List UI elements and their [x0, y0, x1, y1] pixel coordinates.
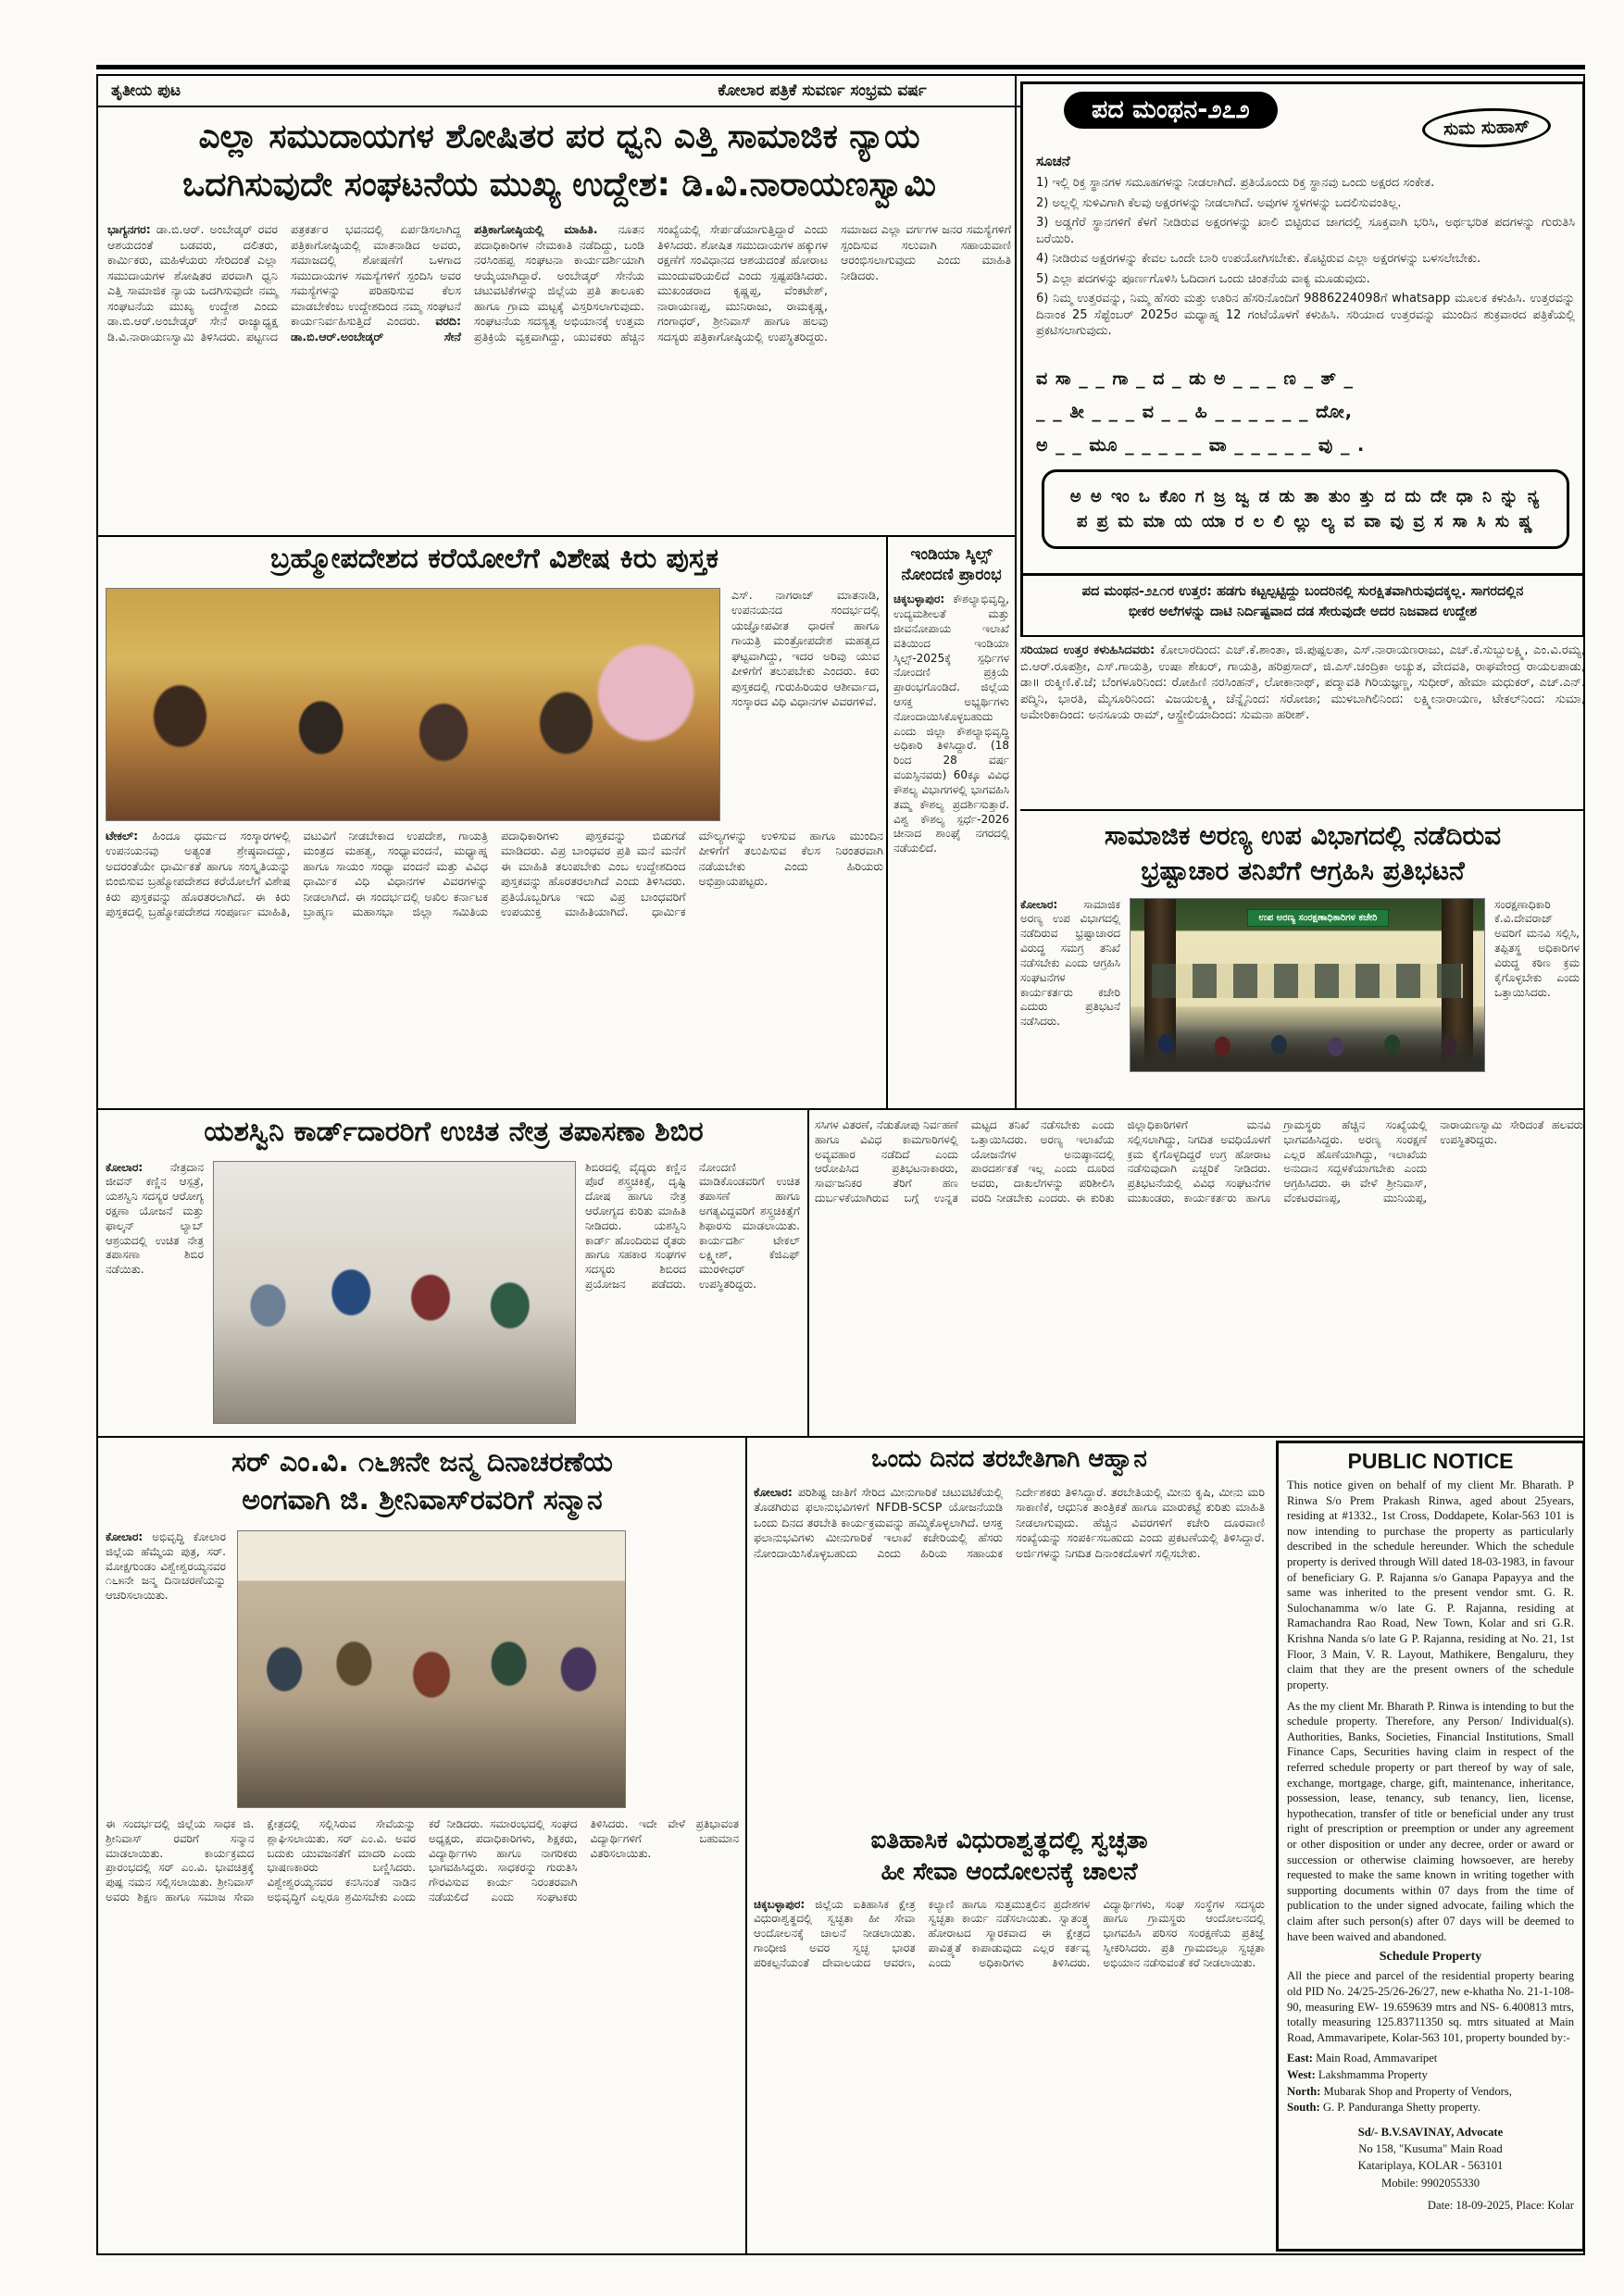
- india-skills-dateline: ಚಿಕ್ಕಬಳ್ಳಾಪುರ:: [893, 593, 954, 606]
- section-divider: [1020, 809, 1583, 811]
- training-dateline: ಕೋಲಾರ:: [754, 1484, 798, 1499]
- brahmopadesha-article: [106, 541, 883, 1106]
- previous-answer-label: ಪದ ಮಂಥನ-೨೭೧ರ ಉತ್ತರ:: [1081, 584, 1212, 599]
- public-notice-title: PUBLIC NOTICE: [1347, 1449, 1514, 1473]
- eye-camp-photo: [213, 1161, 576, 1424]
- training-article: [754, 1444, 1265, 1807]
- protesters-crowd: [1131, 1026, 1484, 1070]
- puzzle-instructions: 1) ಇಲ್ಲಿ ರಿಕ್ತ ಸ್ಥಾನಗಳ ಸಮೂಹಗಳನ್ನು ನೀಡಲಾಗಿದೆ. ಪ್ರತಿಯೊಂದು ರಿಕ್ತ ಸ್ಥಾನವು ಒಂದು ಅಕ್ಷರದ ಸಂಕೇತ. 2) ಅಲ್ಲಲ್ಲಿ ಸುಳಿವಿಗಾಗಿ ಕೆಲವು ಅಕ್ಷರಗಳನ್ನು ನೀಡಲಾಗಿದೆ. ಅವುಗಳ ಸ್ಥಳಗಳನ್ನು ಬದಲಿಸುವಂತಿಲ್ಲ. 3) ಅಡ್ಡಗೆರೆ ಸ್ಥಾನಗಳಿಗೆ ಕೆಳಗೆ ನೀಡಿರುವ ಅಕ್ಷರಗಳನ್ನು ಖಾಲಿ ಬಿಟ್ಟಿರುವ ಜಾಗದಲ್ಲಿ ಸೂಕ್ತವಾಗಿ ಭರಿಸಿ, ಅರ್ಥಭರಿತ ಪದಗಳನ್ನು ಗುರುತಿಸಿ ಬರೆಯಿರಿ. 4) ನೀಡಿರುವ ಅಕ್ಷರಗಳನ್ನು ಕೇವಲ ಒಂದೇ ಬಾರಿ ಉಪಯೋಗಿಸಬೇಕು. ಕೊಟ್ಟಿರುವ ಎಲ್ಲಾ ಅಕ್ಷರಗಳನ್ನು ಬಳಸಲೇಬೇಕು. 5) ಎಲ್ಲಾ ಪದಗಳನ್ನು ಪೂರ್ಣಗೊಳಿಸಿ ಓದಿದಾಗ ಒಂದು ಚಿಂತನೆಯ ವಾಕ್ಯ ಮೂಡುವುದು. 6) ನಿಮ್ಮ ಉತ್ತರವನ್ನು, ನಿಮ್ಮ ಹೆಸರು ಮತ್ತು ಊರಿನ ಹೆಸರಿನೊಂದಿಗೆ 9886224098ಗೆ whatsapp ಮೂಲಕ ಕಳುಹಿಸಿ. ಉತ್ತರವನ್ನು ದಿನಾಂಕ 25 ಸೆಪ್ಟೆಂಬರ್ 2025ರ ಮಧ್ಯಾಹ್ನ 12 ಗಂಟೆಯೊಳಗೆ ಕಳುಹಿಸಿ. ಸರಿಯಾದ ಉತ್ತರವನ್ನು ಮುಂದಿನ ಶುಕ್ರವಾರದ ಪತ್ರಿಕೆಯಲ್ಲಿ ಪ್ರಕಟಿಸಲಾಗುವುದು.: [1036, 176, 1575, 339]
- public-notice-para2: As the my client Mr. Bharath P. Rinwa is intending to but the schedule property. Therefore, any Person/ Individual(s). Authorities, Banks, Societies, Financial Institutions, Small Finance Caps, Securities having claim in respect of the referred schedule property or part thereof by way of sale, exchange, mortgage, charge, gift, maintenance, inheritance, possession, lease, tenancy, sub tenancy, lien, license, hypothecation, transfer of title or beneficial under any trust right of prescription or preemption or under any agreement or other disposition or under any decree, order or award or succession or otherwise claiming howsoever, are hereby requested to make the same known in writing together with supporting documents within 07 days from the time of publication to the under signed advocate, failing which the claim after such person(s) after 07 days will be deemed to have been waived and abandoned.: [1287, 1699, 1574, 1943]
- sir-mv-dateline: ಕೋಲಾರ:: [106, 1530, 153, 1543]
- section-divider: [98, 1108, 1583, 1110]
- forest-protest-dateline: ಕೋಲಾರ:: [1020, 897, 1084, 911]
- public-notice-para1: This notice given on behalf of my client Mr. Bharath. P Rinwa S/o Prem Prakash Rinwa, aged about 25years, residing at #1332., 1st Cross, Doddapete, Kolar-563 101 is now intending to purchase the property as particularly described in the schedule hereunder. Which the schedule property is derived through Will dated 18-03-1983, in favour of beneficiary G. P. Rajanna s/o Ganapa Papayya and the same was inherited to the present vendor smt. G. R. Sulochanamma w/o late G. P. Rajanna, residing at Ramachandra Rao Road, New Town, Kolar and sri G.R. Krishna Nanda s/o late G P. Rajanna, residing at No. 21, 1st Floor, 3 Main, V. R. Layout, Mathikere, Bengaluru, they claim that they are the present owners of the schedule property.: [1287, 1479, 1574, 1691]
- eye-camp-dateline: ಕೋಲಾರ:: [106, 1160, 170, 1174]
- lead-highlight: ವರದಿ: ಡಾ.ಬಿ.ಆರ್.ಅಂಬೇಡ್ಕರ್ ಸೇನೆ ಪತ್ರಿಕಾಗೋಷ್ಠಿಯಲ್ಲಿ ಮಾಹಿತಿ.: [291, 222, 618, 343]
- forest-protest-photo: [1130, 898, 1485, 1072]
- senders-label: ಸರಿಯಾದ ಉತ್ತರ ಕಳುಹಿಸಿದವರು:: [1020, 643, 1161, 657]
- puzzle-letter-bank: ಅ ಅ ಇಂ ಒ ಕೊಂ ಗ ಜ್ರ ಜ್ವ ಡ ಡು ತಾ ತುಂ ತ್ತು ದ ದು ದೇ ಧಾ ನಿ ನ್ನು ನ್ಯ ಪ ಪ್ರ ಮ ಮಾ ಯ ಯಾ ರ ಲ ಲಿ ಲ್ಲು ಲ್ಯ ವ ವಾ ವು ವ್ರ ಸ ಸಾ ಸಿ ಸು ಷ್ಣ: [1042, 469, 1569, 549]
- training-body: ಕೋಲಾರ: ಪರಿಶಿಷ್ಟ ಜಾತಿಗೆ ಸೇರಿದ ಮೀನುಗಾರಿಕೆ ಚಟುವಟಿಕೆಯಲ್ಲಿ ತೊಡಗಿರುವ ಫಲಾನುಭವಿಗಳಿಗೆ NFDB-SCSP ಯೋಜನೆಯಡಿ ಒಂದು ದಿನದ ತರಬೇತಿ ಕಾರ್ಯಕ್ರಮವನ್ನು ಹಮ್ಮಿಕೊಳ್ಳಲಾಗಿದೆ. ಆಸಕ್ತ ಫಲಾನುಭವಿಗಳು ಮೀನುಗಾರಿಕೆ ಇಲಾಖೆ ಕಚೇರಿಯಲ್ಲಿ ಹೆಸರು ನೋಂದಾಯಿಸಿಕೊಳ್ಳಬಹುದು ಎಂದು ಹಿರಿಯ ಸಹಾಯಕ ನಿರ್ದೇಶಕರು ತಿಳಿಸಿದ್ದಾರೆ. ತರಬೇತಿಯಲ್ಲಿ ಮೀನು ಕೃಷಿ, ಮೀನು ಮರಿ ಸಾಕಾಣಿಕೆ, ಆಧುನಿಕ ತಾಂತ್ರಿಕತೆ ಹಾಗೂ ಮಾರುಕಟ್ಟೆ ಕುರಿತು ಮಾಹಿತಿ ನೀಡಲಾಗುವುದು. ಹೆಚ್ಚಿನ ವಿವರಗಳಿಗೆ ಕಚೇರಿ ದೂರವಾಣಿ ಸಂಖ್ಯೆಯನ್ನು ಸಂಪರ್ಕಿಸಬಹುದು ಎಂದು ಪ್ರಕಟಣೆಯಲ್ಲಿ ತಿಳಿಸಿದ್ದಾರೆ. ಅರ್ಜಿಗಳನ್ನು ನಿಗದಿತ ದಿನಾಂಕದೊಳಗೆ ಸಲ್ಲಿಸಬೇಕು.: [754, 1484, 1265, 1560]
- notice-date-place: Date: 18-09-2025, Place: Kolar: [1427, 2198, 1574, 2212]
- brahmopadesha-side-column: ಎಸ್. ನಾಗರಾಜ್ ಮಾತನಾಡಿ, ಉಪನಯನದ ಸಂದರ್ಭದಲ್ಲಿ ಯಜ್ಞೋಪವೀತ ಧಾರಣೆ ಹಾಗೂ ಗಾಯತ್ರಿ ಮಂತ್ರೋಪದೇಶ ಮಹತ್ವದ ಘಟ್ಟವಾಗಿದ್ದು, ಇದರ ಅರಿವು ಯುವ ಪೀಳಿಗೆಗೆ ತಲುಪಬೇಕು ಎಂದರು. ಕಿರು ಪುಸ್ತಕದಲ್ಲಿ ಗುರುಹಿರಿಯರ ಆಶೀರ್ವಾದ, ಸಂಸ್ಕಾರದ ವಿಧಿ ವಿಧಾನಗಳ ವಿವರಗಳಿವೆ.: [731, 587, 880, 708]
- section-divider: [98, 535, 1015, 537]
- column-divider: [745, 1436, 747, 2253]
- training-headline: ಒಂದು ದಿನದ ತರಬೇತಿಗಾಗಿ ಆಹ್ವಾನ: [871, 1445, 1147, 1473]
- forest-office-sign: ಉಪ ಅರಣ್ಯ ಸಂರಕ್ಷಣಾಧಿಕಾರಿಗಳ ಕಚೇರಿ: [1247, 909, 1389, 927]
- sir-mv-photo: [237, 1530, 626, 1808]
- column-divider: [1015, 76, 1017, 1109]
- lead-headline: ಎಲ್ಲಾ ಸಮುದಾಯಗಳ ಶೋಷಿತರ ಪರ ಧ್ವನಿ ಎತ್ತಿ ಸಾಮಾಜಿಕ ನ್ಯಾಯ ಒದಗಿಸುವುದೇ ಸಂಘಟನೆಯ ಮುಖ್ಯ ಉದ್ದೇಶ: ಡಿ.ವಿ.ನಾರಾಯಣಸ್ವಾಮಿ: [182, 118, 936, 205]
- puzzle-note-label: ಸೂಚನೆ: [1036, 153, 1070, 169]
- brahmopadesha-caption: ಹಿಂದೂ ಧರ್ಮದ ಸಂಸ್ಕಾರಗಳಲ್ಲಿ ಉಪನಯನವು ಅತ್ಯಂತ ಶ್ರೇಷ್ಠವಾದದ್ದು, ಅದರಂತೆಯೇ ಧಾರ್ಮಿಕತೆ ಹಾಗೂ ಸಂಸ್ಕೃತಿಯನ್ನು ಬಿಂಬಿಸುವ ಬ್ರಹ್ಮೋಪದೇಶದ ಕರೆಯೋಲೆಗೆ ವಿಶೇಷ ಕಿರು ಪುಸ್ತಕವನ್ನು ಹೊರತರಲಾಗಿದೆ.: [106, 828, 291, 904]
- puzzle-title-badge: ಪದ ಮಂಥನ-೨೭೨: [1064, 92, 1278, 129]
- lead-dateline: ಭಾಗ್ಯನಗರ:: [107, 222, 151, 237]
- puzzle-blank-rows: ವ ಸಾ _ _ ಗಾ _ ದ _ ಡು ಅ _ _ _ ಣ _ ತ್ _ _ _ ತೀ _ _ _ ವ _ _ ಹಿ _ _ _ _ _ _ ದೋ, ಅ _ _ ಮೂ _ _ _ _ _ ವಾ _ _ _ _ _ ವು _ .: [1036, 368, 1366, 456]
- brahmopadesha-headline: ಬ್ರಹ್ಮೋಪದೇಶದ ಕರೆಯೋಲೆಗೆ ವಿಶೇಷ ಕಿರು ಪುಸ್ತಕ: [270, 543, 718, 575]
- india-skills-body: ಚಿಕ್ಕಬಳ್ಳಾಪುರ: ಕೌಶಲ್ಯಾಭಿವೃದ್ಧಿ, ಉದ್ಯಮಶೀಲತೆ ಮತ್ತು ಜೀವನೋಪಾಯ ಇಲಾಖೆ ವತಿಯಿಂದ ಇಂಡಿಯಾ ಸ್ಕಿಲ್ಸ್-2025ಕ್ಕೆ ಸ್ಪರ್ಧಿಗಳ ನೋಂದಣಿ ಪ್ರಕ್ರಿಯೆ ಪ್ರಾರಂಭಗೊಂಡಿದೆ. ಜಿಲ್ಲೆಯ ಆಸಕ್ತ ಅಭ್ಯರ್ಥಿಗಳು ನೋಂದಾಯಿಸಿಕೊಳ್ಳಬಹುದು ಎಂದು ಜಿಲ್ಲಾ ಕೌಶಲ್ಯಾಭಿವೃದ್ಧಿ ಅಧಿಕಾರಿ ತಿಳಿಸಿದ್ದಾರೆ. (18 ರಿಂದ 28 ವರ್ಷ ವಯಸ್ಸಿನವರು) 60ಕ್ಕೂ ವಿವಿಧ ಕೌಶಲ್ಯ ವಿಭಾಗಗಳಲ್ಲಿ ಭಾಗವಹಿಸಿ ತಮ್ಮ ಕೌಶಲ್ಯ ಪ್ರದರ್ಶಿಸುತ್ತಾರೆ. ವಿಶ್ವ ಕೌಶಲ್ಯ ಸ್ಪರ್ಧೆ-2026 ಚೀನಾದ ಶಾಂಘೈ ನಗರದಲ್ಲಿ ನಡೆಯಲಿದೆ.: [893, 593, 1009, 855]
- india-skills-headline: ಇಂಡಿಯಾ ಸ್ಕಿಲ್ಸ್ ನೋಂದಣಿ ಪ್ರಾರಂಭ: [901, 545, 1002, 585]
- brahmopadesha-body: ಟೇಕಲ್: ಹಿಂದೂ ಧರ್ಮದ ಸಂಸ್ಕಾರಗಳಲ್ಲಿ ಉಪನಯನವು ಅತ್ಯಂತ ಶ್ರೇಷ್ಠವಾದದ್ದು, ಅದರಂತೆಯೇ ಧಾರ್ಮಿಕತೆ ಹಾಗೂ ಸಂಸ್ಕೃತಿಯನ್ನು ಬಿಂಬಿಸುವ ಬ್ರಹ್ಮೋಪದೇಶದ ಕರೆಯೋಲೆಗೆ ವಿಶೇಷ ಕಿರು ಪುಸ್ತಕವನ್ನು ಹೊರತರಲಾಗಿದೆ. ಈ ಕಿರು ಪುಸ್ತಕದಲ್ಲಿ ಬ್ರಹ್ಮೋಪದೇಶದ ಸಂಪೂರ್ಣ ಮಾಹಿತಿ, ವಟುವಿಗೆ ನೀಡಬೇಕಾದ ಉಪದೇಶ, ಗಾಯತ್ರಿ ಮಂತ್ರದ ಮಹತ್ವ, ಸಂಧ್ಯಾವಂದನೆ, ಮಧ್ಯಾಹ್ನ ಹಾಗೂ ಸಾಯಂ ಸಂಧ್ಯಾ ವಂದನೆ ಮತ್ತು ವಿವಿಧ ಧಾರ್ಮಿಕ ವಿಧಿ ವಿಧಾನಗಳ ವಿವರಗಳನ್ನು ನೀಡಲಾಗಿದೆ. ಈ ಸಂದರ್ಭದಲ್ಲಿ ಅಖಿಲ ಕರ್ನಾಟಕ ಬ್ರಾಹ್ಮಣ ಮಹಾಸಭಾ ಜಿಲ್ಲಾ ಸಮಿತಿಯ ಪದಾಧಿಕಾರಿಗಳು ಪುಸ್ತಕವನ್ನು ಬಿಡುಗಡೆ ಮಾಡಿದರು. ವಿಪ್ರ ಬಾಂಧವರ ಪ್ರತಿ ಮನೆ ಮನೆಗೆ ಈ ಮಾಹಿತಿ ತಲುಪಬೇಕು ಎಂಬ ಉದ್ದೇಶದಿಂದ ಪುಸ್ತಕವನ್ನು ಹೊರತರಲಾಗಿದೆ ಎಂದು ತಿಳಿಸಿದರು. ಪ್ರತಿಯೊಬ್ಬರಿಗೂ ಇದು ವಿಪ್ರ ಬಾಂಧವರಿಗೆ ಉಪಯುಕ್ತ ಮಾಹಿತಿಯಾಗಿದೆ. ಧಾರ್ಮಿಕ ಮೌಲ್ಯಗಳನ್ನು ಉಳಿಸುವ ಹಾಗೂ ಮುಂದಿನ ಪೀಳಿಗೆಗೆ ತಲುಪಿಸುವ ಕೆಲಸ ನಿರಂತರವಾಗಿ ನಡೆಯಬೇಕು ಎಂದು ಹಿರಿಯರು ಅಭಿಪ್ರಾಯಪಟ್ಟರು.: [106, 828, 883, 918]
- schedule-property-text: All the piece and parcel of the residential property bearing old PID No. 24/25-25/26-26/27, new e-khatha No. 21-1-108-90, measuring EW- 19.659639 mtrs and NS- 6.400813 mtrs, totally measuring 125.83711350 sq. mtrs situated at Main Road, Ammavaripete, Kolar-563 101, property bounded by:-: [1287, 1969, 1574, 2044]
- puzzle-author-badge: ಸುಮ ಸುಹಾಸ್: [1421, 106, 1551, 150]
- sir-mv-body: ಈ ಸಂದರ್ಭದಲ್ಲಿ ಜಿಲ್ಲೆಯ ಸಾಧಕ ಜಿ. ಶ್ರೀನಿವಾಸ್ ರವರಿಗೆ ಸನ್ಮಾನ ಮಾಡಲಾಯಿತು. ಕಾರ್ಯಕ್ರಮದ ಪ್ರಾರಂಭದಲ್ಲಿ ಸರ್ ಎಂ.ವಿ. ಭಾವಚಿತ್ರಕ್ಕೆ ಪುಷ್ಪ ನಮನ ಸಲ್ಲಿಸಲಾಯಿತು. ಶ್ರೀನಿವಾಸ್ ಅವರು ಶಿಕ್ಷಣ ಹಾಗೂ ಸಮಾಜ ಸೇವಾ ಕ್ಷೇತ್ರದಲ್ಲಿ ಸಲ್ಲಿಸಿರುವ ಸೇವೆಯನ್ನು ಶ್ಲಾಘಿಸಲಾಯಿತು. ಸರ್ ಎಂ.ವಿ. ಅವರ ಬದುಕು ಯುವಜನತೆಗೆ ಮಾದರಿ ಎಂದು ಭಾಷಣಕಾರರು ಬಣ್ಣಿಸಿದರು. ವಿಶ್ವೇಶ್ವರಯ್ಯನವರ ಕನಸಿನಂತೆ ನಾಡಿನ ಅಭಿವೃದ್ಧಿಗೆ ಎಲ್ಲರೂ ಶ್ರಮಿಸಬೇಕು ಎಂದು ಕರೆ ನೀಡಿದರು. ಸಮಾರಂಭದಲ್ಲಿ ಸಂಘದ ಅಧ್ಯಕ್ಷರು, ಪದಾಧಿಕಾರಿಗಳು, ಶಿಕ್ಷಕರು, ವಿದ್ಯಾರ್ಥಿಗಳು ಹಾಗೂ ನಾಗರಿಕರು ಭಾಗವಹಿಸಿದ್ದರು. ಸಾಧಕರನ್ನು ಗುರುತಿಸಿ ಗೌರವಿಸುವ ಕಾರ್ಯ ನಿರಂತರವಾಗಿ ನಡೆಯಲಿದೆ ಎಂದು ಸಂಘಟಕರು ತಿಳಿಸಿದರು. ಇದೇ ವೇಳೆ ಪ್ರತಿಭಾವಂತ ವಿದ್ಯಾರ್ಥಿಗಳಿಗೆ ಬಹುಮಾನ ವಿತರಿಸಲಾಯಿತು.: [106, 1817, 739, 1904]
- sir-mv-headline: ಸರ್ ಎಂ.ವಿ. ೧೬೫ನೇ ಜನ್ಮ ದಿನಾಚರಣೆಯ ಅಂಗವಾಗಿ ಜಿ. ಶ್ರೀನಿವಾಸ್‌ರವರಿಗೆ ಸನ್ಮಾನ: [231, 1446, 613, 1516]
- puzzle-previous-answer: ಪದ ಮಂಥನ-೨೭೧ರ ಉತ್ತರ: ಹಡಗು ಕಟ್ಟಲ್ಪಟ್ಟಿದ್ದು ಬಂದರಿನಲ್ಲಿ ಸುರಕ್ಷಿತವಾಗಿರುವುದಕ್ಕಲ್ಲ. ಸಾಗರದಲ್ಲಿನ ಭೀಕರ ಅಲೆಗಳನ್ನು ದಾಟಿ ನಿರ್ದಿಷ್ಟವಾದ ದಡ ಸೇರುವುದೇ ಅದರ ನಿಜವಾದ ಉದ್ದೇಶ: [1020, 576, 1585, 637]
- brahmopadesha-photo: [106, 588, 720, 821]
- page-top-rule: [96, 65, 1585, 69]
- forest-protest-continuation: ಸಸಿಗಳ ವಿತರಣೆ, ನೆಡುತೋಪು ನಿರ್ವಹಣೆ ಹಾಗೂ ವಿವಿಧ ಕಾಮಗಾರಿಗಳಲ್ಲಿ ಅವ್ಯವಹಾರ ನಡೆದಿದೆ ಎಂದು ಆರೋಪಿಸಿದ ಪ್ರತಿಭಟನಾಕಾರರು, ಸಾರ್ವಜನಿಕರ ತೆರಿಗೆ ಹಣ ದುರ್ಬಳಕೆಯಾಗಿರುವ ಬಗ್ಗೆ ಉನ್ನತ ಮಟ್ಟದ ತನಿಖೆ ನಡೆಸಬೇಕು ಎಂದು ಒತ್ತಾಯಿಸಿದರು. ಅರಣ್ಯ ಇಲಾಖೆಯ ಯೋಜನೆಗಳ ಅನುಷ್ಠಾನದಲ್ಲಿ ಪಾರದರ್ಶಕತೆ ಇಲ್ಲ ಎಂದು ದೂರಿದ ಅವರು, ದಾಖಲೆಗಳನ್ನು ಪರಿಶೀಲಿಸಿ ವರದಿ ನೀಡಬೇಕು ಎಂದರು. ಈ ಕುರಿತು ಜಿಲ್ಲಾಧಿಕಾರಿಗಳಿಗೆ ಮನವಿ ಸಲ್ಲಿಸಲಾಗಿದ್ದು, ನಿಗದಿತ ಅವಧಿಯೊಳಗೆ ಕ್ರಮ ಕೈಗೊಳ್ಳದಿದ್ದರೆ ಉಗ್ರ ಹೋರಾಟ ನಡೆಸುವುದಾಗಿ ಎಚ್ಚರಿಕೆ ನೀಡಿದರು. ಪ್ರತಿಭಟನೆಯಲ್ಲಿ ವಿವಿಧ ಸಂಘಟನೆಗಳ ಮುಖಂಡರು, ಕಾರ್ಯಕರ್ತರು ಹಾಗೂ ಗ್ರಾಮಸ್ಥರು ಹೆಚ್ಚಿನ ಸಂಖ್ಯೆಯಲ್ಲಿ ಭಾಗವಹಿಸಿದ್ದರು. ಅರಣ್ಯ ಸಂರಕ್ಷಣೆ ಎಲ್ಲರ ಹೊಣೆಯಾಗಿದ್ದು, ಇಲಾಖೆಯ ಅನುದಾನ ಸದ್ಬಳಕೆಯಾಗಬೇಕು ಎಂದು ಆಗ್ರಹಿಸಿದರು. ಈ ವೇಳೆ ಶ್ರೀನಿವಾಸ್, ವೆಂಕಟರವಣಪ್ಪ, ಮುನಿಯಪ್ಪ, ನಾರಾಯಣಸ್ವಾಮಿ ಸೇರಿದಂತೆ ಹಲವರು ಉಪಸ್ಥಿತರಿದ್ದರು.: [815, 1118, 1583, 1205]
- forest-protest-article: [1020, 818, 1585, 1072]
- boundary-east: East: Main Road, Ammavaripet: [1287, 2052, 1438, 2065]
- page-number-label: ತೃತೀಯ ಪುಟ: [111, 81, 181, 100]
- forest-protest-left-column: ಕೋಲಾರ: ಸಾಮಾಜಿಕ ಅರಣ್ಯ ಉಪ ವಿಭಾಗದಲ್ಲಿ ನಡೆದಿರುವ ಭ್ರಷ್ಟಾಚಾರದ ವಿರುದ್ಧ ಸಮಗ್ರ ತನಿಖೆ ನಡೆಸಬೇಕು ಎಂದು ಆಗ್ರಹಿಸಿ ಸಂಘಟನೆಗಳ ಕಾರ್ಯಕರ್ತರು ಕಚೇರಿ ಎದುರು ಪ್ರತಿಭಟನೆ ನಡೆಸಿದರು.: [1020, 897, 1120, 1029]
- sir-mv-left-column: ಕೋಲಾರ: ಅಭಿವೃದ್ಧಿ ಕೋಲಾರ ಜಿಲ್ಲೆಯ ಹೆಮ್ಮೆಯ ಪುತ್ರ, ಸರ್. ಮೋಕ್ಷಗುಂಡಂ ವಿಶ್ವೇಶ್ವರಯ್ಯನವರ ೧೬೫ನೇ ಜನ್ಮ ದಿನಾಚರಣೆಯನ್ನು ಆಚರಿಸಲಾಯಿತು.: [106, 1530, 226, 1603]
- forest-protest-headline: ಸಾಮಾಜಿಕ ಅರಣ್ಯ ಉಪ ವಿಭಾಗದಲ್ಲಿ ನಡೆದಿರುವ ಭ್ರಷ್ಟಾಚಾರ ತನಿಖೆಗೆ ಆಗ್ರಹಿಸಿ ಪ್ರತಿಭಟನೆ: [1104, 820, 1502, 886]
- vidhura-headline: ಐತಿಹಾಸಿಕ ವಿಧುರಾಶ್ವತ್ಥದಲ್ಲಿ ಸ್ವಚ್ಛತಾ ಹೀ ಸೇವಾ ಆಂದೋಲನಕ್ಕೆ ಚಾಲನೆ: [870, 1827, 1148, 1886]
- eye-camp-left-column: ಕೋಲಾರ: ನೇತ್ರದಾನ ಜೀವನ್ ಕಣ್ಣಿನ ಆಸ್ಪತ್ರೆ, ಯಶಸ್ವಿನಿ ಸದಸ್ಯರ ಆರೋಗ್ಯ ರಕ್ಷಣಾ ಯೋಜನೆ ಮತ್ತು ಫಾಲ್ಕನ್ ಲ್ಯಾಬ್ ಆಶ್ರಯದಲ್ಲಿ ಉಚಿತ ನೇತ್ರ ತಪಾಸಣಾ ಶಿಬಿರ ನಡೆಯಿತು.: [106, 1160, 204, 1277]
- masthead-title: ಕೋಲಾರ ಪತ್ರಿಕೆ ಸುವರ್ಣ ಸಂಭ್ರಮ ವರ್ಷ: [718, 81, 927, 100]
- word-puzzle-box: [1020, 81, 1585, 576]
- vidhura-article: [754, 1826, 1265, 2242]
- eye-camp-article: [106, 1114, 802, 1424]
- sir-mv-article: [106, 1444, 739, 2215]
- india-skills-article: [893, 544, 1009, 1100]
- sir-mv-right-column: [637, 1530, 739, 1808]
- brahmopadesha-caption-dateline: ಟೇಕಲ್:: [106, 828, 153, 842]
- puzzle-senders-list: ಸರಿಯಾದ ಉತ್ತರ ಕಳುಹಿಸಿದವರು: ಕೋಲಾರದಿಂದ: ಎಚ್.ಕೆ.ಶಾಂತಾ, ಜಿ.ಪುಷ್ಪಲತಾ, ಎಸ್.ನಾರಾಯಣರಾಜು, ಎಚ್.ಕೆ.ಸುಬ್ಬುಲಕ್ಷ್ಮಿ, ಎಂ.ವಿ.ರಮ್ಯ, ಬಿ.ಆರ್.ರೂಪಶ್ರೀ, ಎಸ್.ಗಾಯತ್ರಿ, ಉಷಾ ಶೇಖರ್, ಗಾಯತ್ರಿ, ಹರಿಪ್ರಸಾದ್, ಜಿ.ಎಸ್.ಚಂದ್ರಿಕಾ ಅಚ್ಯುತ, ವೇದವತಿ, ರಾಘವೇಂದ್ರ ರಾಯಲಪಾಡು, ಡಾ॥ ರುಕ್ಮಿಣಿ.ಕೆ.ಜೆ; ಬೆಂಗಳೂರಿನಿಂದ: ರೋಹಿಣಿ ನರಸಿಂಹನ್, ಲೋಕಾನಾಥ್, ಪದ್ಮಾವತಿ ಗಿರಿಯಜ್ಞಣ್ಣ, ಸುಧೀರ್, ಹೇಮಾ ಮಧುಕರ್, ಎಚ್.ಎನ್. ಪದ್ಮಿನಿ, ಭಾರತಿ, ಮೈಸೂರಿನಿಂದ: ವಿಜಯಲಕ್ಷ್ಮಿ, ಚೆನ್ನೈನಿಂದ: ಸರೋಜಾ; ಮುಳಬಾಗಿಲಿನಿಂದ: ಲಕ್ಷ್ಮೀನಾರಾಯಣ, ಟೇಕಲ್‌ನಿಂದ: ಸುಮಾ, ಅಮೇರಿಕಾದಿಂದ: ಅನಸೂಯ ರಾಮ್, ಆಸ್ಟ್ರೇಲಿಯಾದಿಂದ: ಸುಮನಾ ಹರೀಶ್.: [1020, 643, 1585, 723]
- section-divider: [98, 1436, 1583, 1438]
- lead-article: [107, 113, 1011, 535]
- public-notice: [1276, 1441, 1585, 2252]
- eye-camp-right-columns: ಶಿಬಿರದಲ್ಲಿ ವೈದ್ಯರು ಕಣ್ಣಿನ ಪೊರೆ ಶಸ್ತ್ರಚಿಕಿತ್ಸೆ, ದೃಷ್ಟಿ ದೋಷ ಹಾಗೂ ನೇತ್ರ ಆರೋಗ್ಯದ ಕುರಿತು ಮಾಹಿತಿ ನೀಡಿದರು. ಯಶಸ್ವಿನಿ ಕಾರ್ಡ್ ಹೊಂದಿರುವ ರೈತರು ಹಾಗೂ ಸಹಕಾರ ಸಂಘಗಳ ಸದಸ್ಯರು ಶಿಬಿರದ ಪ್ರಯೋಜನ ಪಡೆದರು. ನೋಂದಣಿ ಮಾಡಿಕೊಂಡವರಿಗೆ ಉಚಿತ ತಪಾಸಣೆ ಹಾಗೂ ಅಗತ್ಯವಿದ್ದವರಿಗೆ ಶಸ್ತ್ರಚಿಕಿತ್ಸೆಗೆ ಶಿಫಾರಸು ಮಾಡಲಾಯಿತು. ಕಾರ್ಯದರ್ಶಿ ಟೇಕಲ್ ಲಕ್ಷ್ಮೀಶ್, ಕೆಜಿಎಫ್ ಮುರಳೀಧರ್ ಉಪಸ್ಥಿತರಿದ್ದರು.: [585, 1160, 800, 1292]
- boundary-south: South: G. P. Panduranga Shetty property.: [1287, 2101, 1481, 2115]
- boundary-north: North: Mubarak Shop and Property of Vendors,: [1287, 2084, 1512, 2098]
- lead-body: ಭಾಗ್ಯನಗರ: ಡಾ.ಬಿ.ಆರ್. ಅಂಬೇಡ್ಕರ್ ರವರ ಆಶಯದಂತೆ ಬಡವರು, ದಲಿತರು, ಕಾರ್ಮಿಕರು, ಮಹಿಳೆಯರು ಸೇರಿದಂತೆ ಎಲ್ಲಾ ಸಮುದಾಯಗಳ ಶೋಷಿತರ ಪರವಾಗಿ ಧ್ವನಿ ಎತ್ತಿ ಸಾಮಾಜಿಕ ನ್ಯಾಯ ಒದಗಿಸುವುದೇ ನಮ್ಮ ಸಂಘಟನೆಯ ಮುಖ್ಯ ಉದ್ದೇಶ ಎಂದು ಡಾ.ಬಿ.ಆರ್.ಅಂಬೇಡ್ಕರ್ ಸೇನೆ ರಾಜ್ಯಾಧ್ಯಕ್ಷ ಡಿ.ವಿ.ನಾರಾಯಣಸ್ವಾಮಿ ತಿಳಿಸಿದರು. ಪಟ್ಟಣದ ಪತ್ರಕರ್ತರ ಭವನದಲ್ಲಿ ಏರ್ಪಡಿಸಲಾಗಿದ್ದ ಪತ್ರಿಕಾಗೋಷ್ಠಿಯಲ್ಲಿ ಮಾತನಾಡಿದ ಅವರು, ಸಮಾಜದಲ್ಲಿ ಶೋಷಣೆಗೆ ಒಳಗಾದ ಸಮುದಾಯಗಳ ಸಮಸ್ಯೆಗಳಿಗೆ ಸ್ಪಂದಿಸಿ ಅವರ ಸಮಸ್ಯೆಗಳನ್ನು ಪರಿಹರಿಸುವ ಕೆಲಸ ಮಾಡಬೇಕೆಂಬ ಉದ್ದೇಶದಿಂದ ನಮ್ಮ ಸಂಘಟನೆ ಕಾರ್ಯನಿರ್ವಹಿಸುತ್ತಿದೆ ಎಂದರು. ವರದಿ: ಡಾ.ಬಿ.ಆರ್.ಅಂಬೇಡ್ಕರ್ ಸೇನೆ ಪತ್ರಿಕಾಗೋಷ್ಠಿಯಲ್ಲಿ ಮಾಹಿತಿ. ನೂತನ ಪದಾಧಿಕಾರಿಗಳ ನೇಮಕಾತಿ ನಡೆದಿದ್ದು, ಬಂಡಿ ನರಸಿಂಹಪ್ಪ ಸಂಘಟನಾ ಕಾರ್ಯದರ್ಶಿಯಾಗಿ ಆಯ್ಕೆಯಾಗಿದ್ದಾರೆ. ಅಂಬೇಡ್ಕರ್ ಸೇನೆಯ ಚಟುವಟಿಕೆಗಳನ್ನು ಜಿಲ್ಲೆಯ ಪ್ರತಿ ತಾಲೂಕು ಹಾಗೂ ಗ್ರಾಮ ಮಟ್ಟಕ್ಕೆ ವಿಸ್ತರಿಸಲಾಗುವುದು. ಸಂಘಟನೆಯ ಸದಸ್ಯತ್ವ ಅಭಿಯಾನಕ್ಕೆ ಉತ್ತಮ ಪ್ರತಿಕ್ರಿಯೆ ವ್ಯಕ್ತವಾಗಿದ್ದು, ಯುವಕರು ಹೆಚ್ಚಿನ ಸಂಖ್ಯೆಯಲ್ಲಿ ಸೇರ್ಪಡೆಯಾಗುತ್ತಿದ್ದಾರೆ ಎಂದು ತಿಳಿಸಿದರು. ಶೋಷಿತ ಸಮುದಾಯಗಳ ಹಕ್ಕುಗಳ ರಕ್ಷಣೆಗೆ ಸಂವಿಧಾನದ ಆಶಯದಂತೆ ಹೋರಾಟ ಮುಂದುವರಿಯಲಿದೆ ಎಂದು ಸ್ಪಷ್ಟಪಡಿಸಿದರು. ಮುಖಂಡರಾದ ಕೃಷ್ಣಪ್ಪ, ವೆಂಕಟೇಶ್, ನಾರಾಯಣಪ್ಪ, ಮುನಿರಾಜು, ರಾಮಕೃಷ್ಣ, ಗಂಗಾಧರ್, ಶ್ರೀನಿವಾಸ್ ಹಾಗೂ ಹಲವು ಸದಸ್ಯರು ಪತ್ರಿಕಾಗೋಷ್ಠಿಯಲ್ಲಿ ಉಪಸ್ಥಿತರಿದ್ದರು. ಸಮಾಜದ ಎಲ್ಲಾ ವರ್ಗಗಳ ಜನರ ಸಮಸ್ಯೆಗಳಿಗೆ ಸ್ಪಂದಿಸುವ ಸಲುವಾಗಿ ಸಹಾಯವಾಣಿ ಆರಂಭಿಸಲಾಗುವುದು ಎಂದು ಮಾಹಿತಿ ನೀಡಿದರು.: [107, 222, 1011, 343]
- vidhura-dateline: ಚಿಕ್ಕಬಳ್ಳಾಪುರ:: [754, 1897, 816, 1911]
- column-divider: [886, 535, 888, 1109]
- vidhura-body: ಚಿಕ್ಕಬಳ್ಳಾಪುರ: ಜಿಲ್ಲೆಯ ಐತಿಹಾಸಿಕ ಕ್ಷೇತ್ರ ವಿಧುರಾಶ್ವತ್ಥದಲ್ಲಿ ಸ್ವಚ್ಛತಾ ಹೀ ಸೇವಾ ಆಂದೋಲನಕ್ಕೆ ಚಾಲನೆ ನೀಡಲಾಯಿತು. ಗಾಂಧೀಜಿ ಅವರ ಸ್ವಚ್ಛ ಭಾರತ ಪರಿಕಲ್ಪನೆಯಂತೆ ದೇವಾಲಯದ ಆವರಣ, ಕಲ್ಯಾಣಿ ಹಾಗೂ ಸುತ್ತಮುತ್ತಲಿನ ಪ್ರದೇಶಗಳ ಸ್ವಚ್ಛತಾ ಕಾರ್ಯ ನಡೆಸಲಾಯಿತು. ಸ್ವಾತಂತ್ರ್ಯ ಹೋರಾಟದ ಸ್ಮಾರಕವಾದ ಈ ಕ್ಷೇತ್ರದ ಪಾವಿತ್ರ್ಯತೆ ಕಾಪಾಡುವುದು ಎಲ್ಲರ ಕರ್ತವ್ಯ ಎಂದು ಅಧಿಕಾರಿಗಳು ತಿಳಿಸಿದರು. ವಿದ್ಯಾರ್ಥಿಗಳು, ಸಂಘ ಸಂಸ್ಥೆಗಳ ಸದಸ್ಯರು ಹಾಗೂ ಗ್ರಾಮಸ್ಥರು ಆಂದೋಲನದಲ್ಲಿ ಭಾಗವಹಿಸಿ ಪರಿಸರ ಸಂರಕ್ಷಣೆಯ ಪ್ರತಿಜ್ಞೆ ಸ್ವೀಕರಿಸಿದರು. ಪ್ರತಿ ಗ್ರಾಮದಲ್ಲೂ ಸ್ವಚ್ಛತಾ ಅಭಿಯಾನ ನಡೆಸುವಂತೆ ಕರೆ ನೀಡಲಾಯಿತು.: [754, 1897, 1265, 1969]
- building-windows: [1152, 964, 1463, 998]
- column-divider: [807, 1108, 809, 1436]
- boundary-west: West: Lakshmamma Property: [1287, 2067, 1428, 2081]
- forest-protest-right-column: ಸಂರಕ್ಷಣಾಧಿಕಾರಿ ಕೆ.ವಿ.ದೇವರಾಜ್ ಅವರಿಗೆ ಮನವಿ ಸಲ್ಲಿಸಿ, ತಪ್ಪಿತಸ್ಥ ಅಧಿಕಾರಿಗಳ ವಿರುದ್ಧ ಕಠಿಣ ಕ್ರಮ ಕೈಗೊಳ್ಳಬೇಕು ಎಂದು ಒತ್ತಾಯಿಸಿದರು.: [1494, 897, 1580, 999]
- advocate-signature: Sd/- B.V.SAVINAY, Advocate No 158, "Kusuma" Main Road Katariplaya, KOLAR - 563101 Mobile: 9902055330: [1357, 2125, 1504, 2190]
- eye-camp-headline: ಯಶಸ್ವಿನಿ ಕಾರ್ಡ್‌ದಾರರಿಗೆ ಉಚಿತ ನೇತ್ರ ತಪಾಸಣಾ ಶಿಬಿರ: [204, 1116, 704, 1148]
- schedule-property-title: Schedule Property: [1379, 1950, 1482, 1965]
